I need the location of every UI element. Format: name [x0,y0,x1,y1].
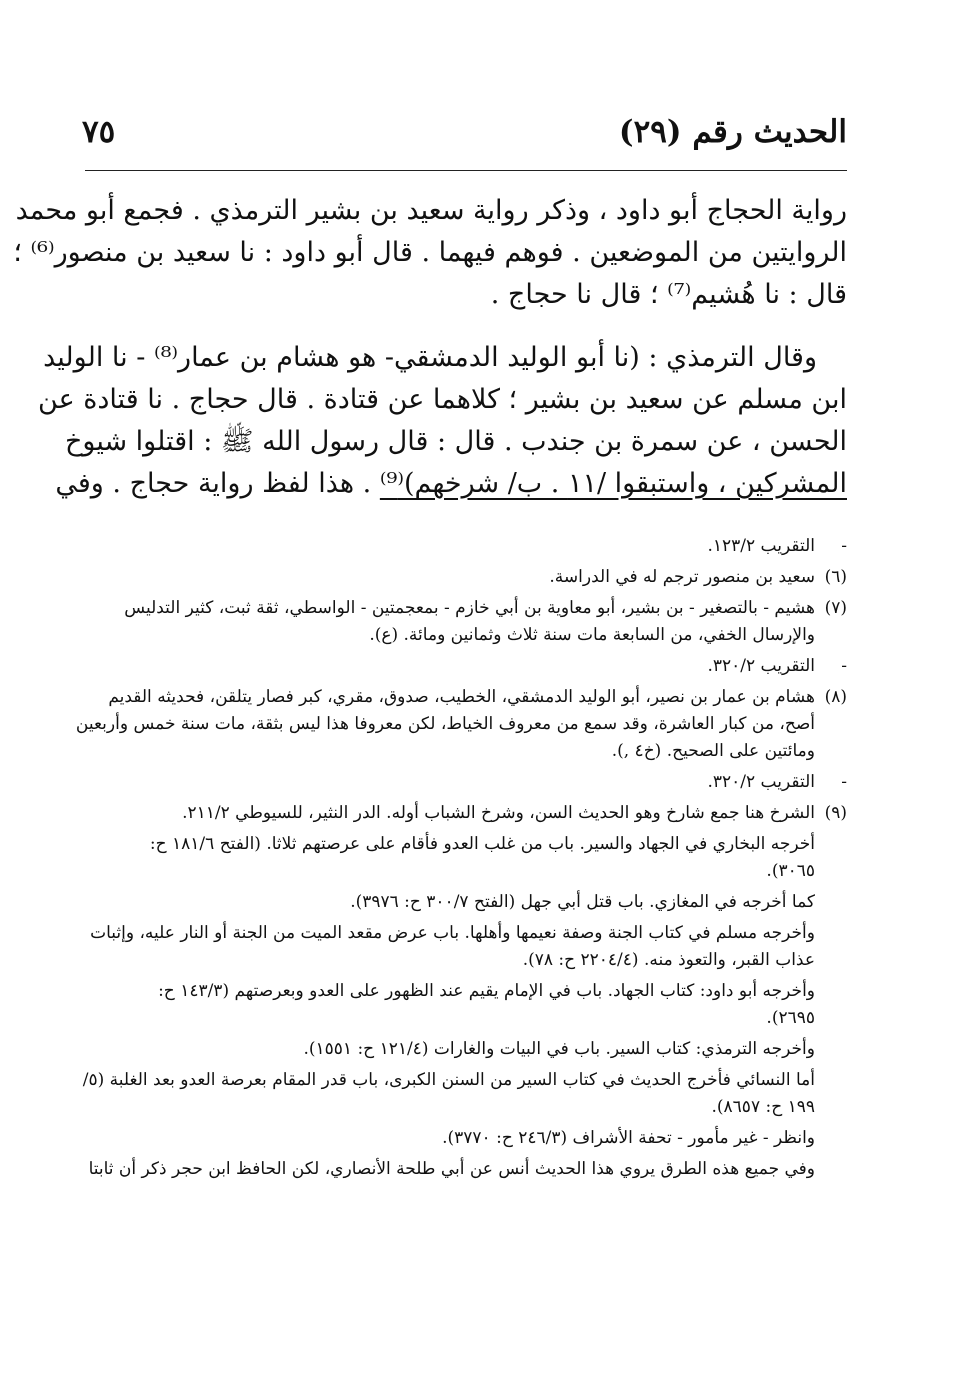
underlined-quote: المشركين ، واستبقوا /١١ . ب/ شرخهم)⁽⁹⁾ [379,468,847,499]
text-line: الحسن ، عن سمرة بن جندب . قال : قال رسول الله ﷺ : اقتلوا شيوخ [64,426,847,457]
footnote [82,1036,847,1063]
footnote [82,920,847,974]
footnote-line: أما النسائي فأخرج الحديث في كتاب السير من السنن الكبرى، باب قدر المقام بعرصة العدو بعد الغلبة (٥/ [82,1070,815,1090]
footnote [82,831,847,885]
footnote-line: وأخرجه أبو داود: كتاب الجهاد. باب في الإمام يقيم عند الظهور على العدو وبعرصتهم (١٤٣/٣ ح: [158,981,815,1001]
footnote-marker: (٨) [824,687,847,707]
footnote-marker: (٧) [824,598,847,618]
text-line: قال : نا هُشيم⁽⁷⁾ ؛ قال نا حجاج . [490,279,847,310]
footnote-text [82,1036,815,1063]
footnote-text [82,1125,815,1152]
footnote-line: التقريب ١٢٣/٢. [707,536,815,556]
footnote [82,564,847,591]
footnote [82,889,847,916]
footnote [82,653,847,680]
footnote-line: ٣٠٦٥). [766,861,815,881]
footnote-marker: - [841,772,847,792]
footnote-marker: (٦) [824,567,847,587]
chapter-title: الحديث رقم (٢٩) [618,114,847,150]
footnote [82,978,847,1032]
page-number: ٧٥ [82,114,116,150]
footnote-line: ومائتين على الصحيح. (خ٤ ,). [611,741,815,761]
footnote [82,1156,847,1183]
footnote-line: وانظر - غير مأمور - تحفة الأشراف (٢٤٦/٣ ح: ٣٧٧٠). [442,1128,815,1148]
footnote [82,533,847,560]
footnote-text [82,831,815,885]
footnote-text [82,889,815,916]
footnote-line: التقريب ٣٢٠/٢. [707,656,815,676]
footnote-marker: - [841,536,847,556]
footnote-line: وفي جميع هذه الطرق يروي هذا الحديث أنس عن أبي طلحة الأنصاري، لكن الحافظ ابن حجر ذكر أن ثابتا [88,1159,815,1179]
page-header [82,108,847,168]
footnote-line: كما أخرجه في المغازي. باب قتل أبي جهل (الفتح ٣٠٠/٧ ح: ٣٩٧٦). [350,892,815,912]
footnote-text [82,653,815,680]
header-divider [85,170,847,171]
footnote-line: والإرسال الخفي، من السابعة مات سنة ثلاث وثمانين ومائة. (ع). [369,625,815,645]
footnote-text [82,1156,815,1183]
footnote-marker: - [841,656,847,676]
footnote-line: هشيم - بالتصغير - بن بشير، أبو معاوية بن أبي خازم - بمعجمتين - الواسطي، ثقة ثبت، كثير التدليس [124,598,815,618]
footnote-marker: (٩) [824,803,847,823]
footnote-line: ٢٦٩٥). [766,1008,815,1028]
footnote [82,595,847,649]
footnote-text [82,1067,815,1121]
footnote-text [82,800,815,827]
footnote [82,1125,847,1152]
footnotes [75,533,847,1187]
footnote-text [82,978,815,1032]
main-paragraph-1 [13,190,847,316]
footnote-line: وأخرجه مسلم في كتاب الجنة وصفة نعيمها وأهلها. باب عرض مقعد الميت من الجنة أو النار عليه، وإثبات [90,923,815,943]
main-paragraph-2 [38,337,847,505]
footnote-text [82,564,815,591]
footnote-text [82,595,815,649]
footnote-line: أخرجه البخاري في الجهاد والسير. باب من غلب العدو فأقام على عرصتهم ثلاثا. (الفتح ١٨١/٦ ح: [149,834,815,854]
footnote [75,684,847,765]
text-line: وقال الترمذي : (نا أبو الوليد الدمشقي- هو هشام بن عمار⁽⁸⁾ - نا الوليد [43,342,817,373]
footnote-line: سعيد بن منصور ترجم له في الدراسة. [549,567,815,587]
footnote-line: هشام بن عمار بن نصير، أبو الوليد الدمشقي، الخطيب، صدوق، مقري، كبر فصار يتلقن، فحديثه القديم [108,687,815,707]
footnote-line: التقريب ٣٢٠/٢. [707,772,815,792]
text-line-rest: . هذا لفظ رواية حجاج . وفي [55,468,380,499]
footnote [82,800,847,827]
footnote-text [82,920,815,974]
text-line: رواية الحجاج أبو داود ، وذكر رواية سعيد بن بشير الترمذي . فجمع أبو محمد [15,195,847,226]
footnote-line: عذاب القبر، والتعوذ منه. (٢٢٠٤/٤ ح: ٧٨). [522,950,815,970]
footnote [82,1067,847,1121]
footnote-line: ١٩٩ ح: ٨٦٥٧). [711,1097,815,1117]
footnote-text [82,533,815,560]
footnote-text [75,684,815,765]
footnote-line: وأخرجه الترمذي: كتاب السير. باب في البيات والغارات (١٢١/٤ ح: ١٥٥١). [303,1039,815,1059]
footnote-line: أصح، من كبار العاشرة، وقد سمع من معروف الخياط، لكن معروفا هذا ليس بثقة، مات سنة خمس وأربعين [75,714,815,734]
footnote [82,769,847,796]
footnote-line: الشرخ هنا جمع شارخ وهو الحديث السن، وشرخ الشباب أوله. الدر النثير، للسيوطي ٢١١/٢. [182,803,815,823]
text-line [55,463,847,505]
text-line: الروايتين من الموضعين . فوهم فيهما . قال أبو داود : نا سعيد بن منصور⁽⁶⁾ ؛ [13,237,847,268]
footnote-text [82,769,815,796]
text-line: ابن مسلم عن سعيد بن بشير ؛ كلاهما عن قتادة . قال حجاج . نا قتادة عن [38,384,847,415]
